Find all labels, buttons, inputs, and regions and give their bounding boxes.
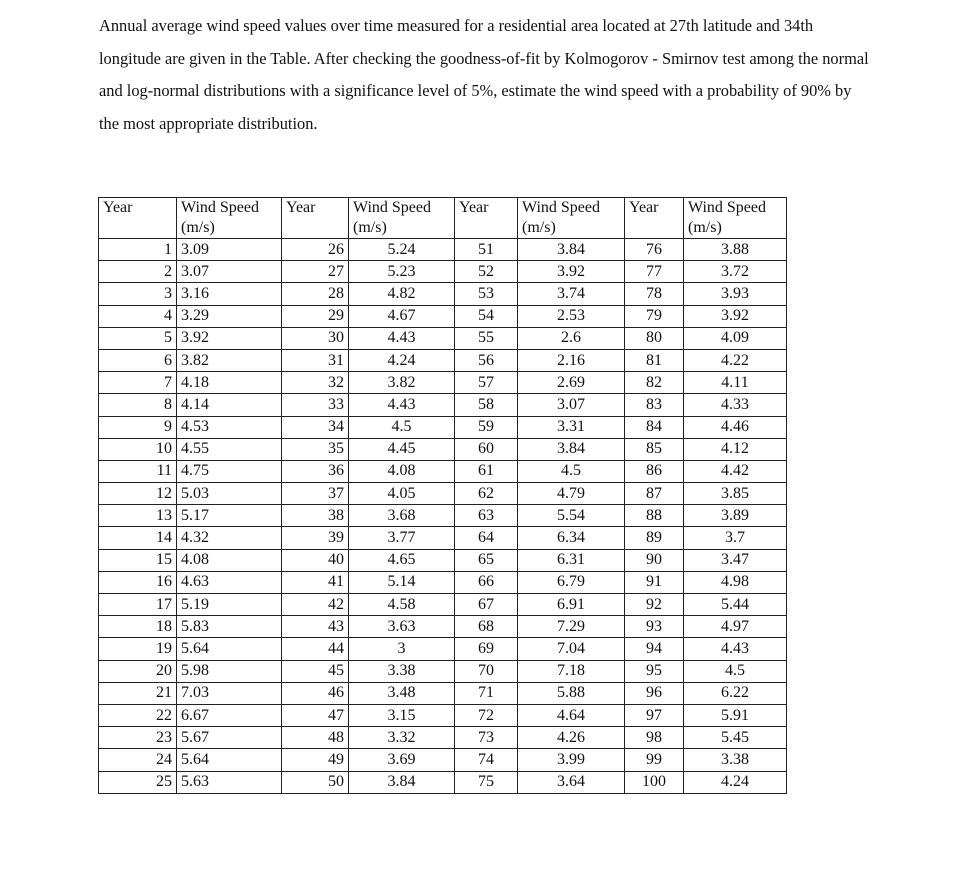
year-cell: 66	[455, 571, 518, 593]
year-cell: 20	[99, 660, 177, 682]
table-row	[99, 349, 787, 371]
wind-speed-cell: 3.63	[349, 616, 455, 638]
wind-speed-cell: 4.14	[177, 394, 282, 416]
wind-speed-cell: 4.97	[684, 616, 787, 638]
year-cell: 79	[625, 305, 684, 327]
year-cell: 75	[455, 771, 518, 793]
year-cell: 21	[99, 682, 177, 704]
year-cell: 47	[282, 704, 349, 726]
year-cell: 37	[282, 483, 349, 505]
table-row	[99, 283, 787, 305]
table-row	[99, 460, 787, 482]
year-cell: 81	[625, 349, 684, 371]
wind-speed-cell: 3.16	[177, 283, 282, 305]
year-cell: 98	[625, 727, 684, 749]
year-cell: 8	[99, 394, 177, 416]
year-cell: 95	[625, 660, 684, 682]
wind-speed-cell: 4.33	[684, 394, 787, 416]
year-cell: 35	[282, 438, 349, 460]
year-cell: 82	[625, 372, 684, 394]
table-row	[99, 660, 787, 682]
year-cell: 89	[625, 527, 684, 549]
wind-speed-cell: 4.43	[349, 327, 455, 349]
year-cell: 28	[282, 283, 349, 305]
year-cell: 16	[99, 571, 177, 593]
wind-speed-cell: 3.84	[518, 239, 625, 261]
wind-speed-cell: 3.48	[349, 682, 455, 704]
year-cell: 40	[282, 549, 349, 571]
year-cell: 55	[455, 327, 518, 349]
year-cell: 90	[625, 549, 684, 571]
year-header: Year	[282, 198, 349, 239]
wind-speed-cell: 4.67	[349, 305, 455, 327]
wind-speed-cell: 4.26	[518, 727, 625, 749]
year-cell: 74	[455, 749, 518, 771]
table-row	[99, 327, 787, 349]
table-row	[99, 749, 787, 771]
year-cell: 58	[455, 394, 518, 416]
problem-statement: Annual average wind speed values over time measured for a residential area located at 27th latitude and 34th longitude are given in the Table. After checking the goodness-of-fit by Kolmogorov - Smirnov test among the normal and log-normal distributions with a significance level of 5%, estimate the wind speed with a probability of 90% by the most appropriate distribution.	[99, 16, 869, 133]
year-cell: 18	[99, 616, 177, 638]
year-cell: 52	[455, 261, 518, 283]
year-cell: 30	[282, 327, 349, 349]
year-cell: 2	[99, 261, 177, 283]
year-cell: 41	[282, 571, 349, 593]
wind-speed-cell: 5.98	[177, 660, 282, 682]
year-cell: 86	[625, 460, 684, 482]
wind-speed-cell: 4.43	[349, 394, 455, 416]
wind-speed-cell: 3.84	[518, 438, 625, 460]
wind-speed-cell: 4.58	[349, 594, 455, 616]
year-cell: 65	[455, 549, 518, 571]
wind-speed-cell: 5.24	[349, 239, 455, 261]
wind-speed-cell: 4.05	[349, 483, 455, 505]
wind-speed-cell: 5.88	[518, 682, 625, 704]
table-row	[99, 483, 787, 505]
wind-speed-cell: 2.6	[518, 327, 625, 349]
year-cell: 26	[282, 239, 349, 261]
wind-speed-cell: 5.63	[177, 771, 282, 793]
year-cell: 44	[282, 638, 349, 660]
wind-speed-cell: 5.83	[177, 616, 282, 638]
wind-speed-cell: 3.77	[349, 527, 455, 549]
table-row	[99, 771, 787, 793]
wind-speed-cell: 3.32	[349, 727, 455, 749]
wind-speed-header: Wind Speed (m/s)	[349, 198, 455, 239]
year-cell: 13	[99, 505, 177, 527]
year-cell: 83	[625, 394, 684, 416]
year-cell: 38	[282, 505, 349, 527]
year-cell: 76	[625, 239, 684, 261]
year-cell: 53	[455, 283, 518, 305]
year-cell: 51	[455, 239, 518, 261]
year-cell: 48	[282, 727, 349, 749]
year-cell: 99	[625, 749, 684, 771]
wind-speed-header: Wind Speed (m/s)	[177, 198, 282, 239]
table-row	[99, 549, 787, 571]
wind-speed-cell: 3.92	[684, 305, 787, 327]
wind-speed-cell: 3.68	[349, 505, 455, 527]
table-row	[99, 394, 787, 416]
table-header-row	[99, 198, 787, 239]
year-cell: 17	[99, 594, 177, 616]
year-cell: 33	[282, 394, 349, 416]
wind-speed-cell: 5.03	[177, 483, 282, 505]
wind-speed-cell: 3.07	[177, 261, 282, 283]
year-cell: 7	[99, 372, 177, 394]
year-cell: 54	[455, 305, 518, 327]
wind-speed-cell: 4.55	[177, 438, 282, 460]
year-cell: 63	[455, 505, 518, 527]
year-cell: 49	[282, 749, 349, 771]
year-cell: 69	[455, 638, 518, 660]
wind-speed-cell: 4.5	[684, 660, 787, 682]
table-row	[99, 305, 787, 327]
year-header: Year	[625, 198, 684, 239]
year-cell: 64	[455, 527, 518, 549]
wind-speed-cell: 6.91	[518, 594, 625, 616]
year-cell: 42	[282, 594, 349, 616]
year-cell: 88	[625, 505, 684, 527]
year-cell: 85	[625, 438, 684, 460]
year-cell: 92	[625, 594, 684, 616]
wind-speed-cell: 4.12	[684, 438, 787, 460]
year-cell: 5	[99, 327, 177, 349]
wind-speed-cell: 4.32	[177, 527, 282, 549]
year-cell: 72	[455, 704, 518, 726]
table-row	[99, 571, 787, 593]
year-cell: 6	[99, 349, 177, 371]
wind-speed-cell: 7.29	[518, 616, 625, 638]
wind-speed-cell: 4.65	[349, 549, 455, 571]
year-cell: 15	[99, 549, 177, 571]
wind-speed-cell: 3.07	[518, 394, 625, 416]
year-cell: 1	[99, 239, 177, 261]
wind-speed-cell: 4.98	[684, 571, 787, 593]
table-row	[99, 505, 787, 527]
wind-speed-cell: 3.64	[518, 771, 625, 793]
wind-speed-cell: 4.45	[349, 438, 455, 460]
wind-speed-cell: 6.67	[177, 704, 282, 726]
wind-speed-cell: 3.15	[349, 704, 455, 726]
year-cell: 12	[99, 483, 177, 505]
wind-speed-table	[98, 197, 787, 794]
year-cell: 97	[625, 704, 684, 726]
wind-speed-cell: 3.82	[349, 372, 455, 394]
wind-speed-cell: 3.69	[349, 749, 455, 771]
year-cell: 14	[99, 527, 177, 549]
table-row	[99, 527, 787, 549]
wind-speed-cell: 2.69	[518, 372, 625, 394]
wind-speed-cell: 4.24	[684, 771, 787, 793]
year-cell: 94	[625, 638, 684, 660]
wind-speed-cell: 3.38	[684, 749, 787, 771]
wind-speed-cell: 5.17	[177, 505, 282, 527]
wind-speed-cell: 4.46	[684, 416, 787, 438]
wind-speed-cell: 5.14	[349, 571, 455, 593]
year-cell: 50	[282, 771, 349, 793]
wind-speed-cell: 4.09	[684, 327, 787, 349]
wind-speed-cell: 4.24	[349, 349, 455, 371]
year-cell: 93	[625, 616, 684, 638]
year-cell: 29	[282, 305, 349, 327]
wind-speed-cell: 3.82	[177, 349, 282, 371]
wind-speed-cell: 5.45	[684, 727, 787, 749]
wind-speed-cell: 4.63	[177, 571, 282, 593]
year-cell: 3	[99, 283, 177, 305]
year-cell: 84	[625, 416, 684, 438]
table-row	[99, 727, 787, 749]
year-cell: 19	[99, 638, 177, 660]
year-cell: 27	[282, 261, 349, 283]
table-row	[99, 416, 787, 438]
year-cell: 78	[625, 283, 684, 305]
wind-speed-cell: 3.72	[684, 261, 787, 283]
year-cell: 43	[282, 616, 349, 638]
wind-speed-cell: 6.34	[518, 527, 625, 549]
wind-speed-cell: 3.92	[177, 327, 282, 349]
wind-speed-header: Wind Speed (m/s)	[518, 198, 625, 239]
year-cell: 24	[99, 749, 177, 771]
year-cell: 10	[99, 438, 177, 460]
year-cell: 46	[282, 682, 349, 704]
wind-speed-cell: 7.04	[518, 638, 625, 660]
table-row	[99, 261, 787, 283]
year-cell: 22	[99, 704, 177, 726]
year-cell: 71	[455, 682, 518, 704]
year-cell: 96	[625, 682, 684, 704]
table-row	[99, 372, 787, 394]
year-cell: 11	[99, 460, 177, 482]
year-cell: 59	[455, 416, 518, 438]
year-cell: 45	[282, 660, 349, 682]
table-row	[99, 616, 787, 638]
wind-speed-cell: 3.92	[518, 261, 625, 283]
year-cell: 39	[282, 527, 349, 549]
wind-speed-cell: 4.08	[349, 460, 455, 482]
year-cell: 23	[99, 727, 177, 749]
wind-speed-cell: 4.22	[684, 349, 787, 371]
wind-speed-cell: 4.11	[684, 372, 787, 394]
wind-speed-cell: 4.82	[349, 283, 455, 305]
year-cell: 60	[455, 438, 518, 460]
year-cell: 32	[282, 372, 349, 394]
wind-speed-cell: 4.08	[177, 549, 282, 571]
wind-speed-cell: 5.67	[177, 727, 282, 749]
year-cell: 57	[455, 372, 518, 394]
wind-speed-cell: 4.43	[684, 638, 787, 660]
table-row	[99, 438, 787, 460]
wind-speed-cell: 6.22	[684, 682, 787, 704]
wind-speed-cell: 4.5	[518, 460, 625, 482]
year-cell: 9	[99, 416, 177, 438]
year-header: Year	[455, 198, 518, 239]
wind-speed-cell: 6.79	[518, 571, 625, 593]
wind-speed-cell: 5.44	[684, 594, 787, 616]
table-row	[99, 704, 787, 726]
wind-speed-cell: 4.42	[684, 460, 787, 482]
wind-speed-cell: 4.53	[177, 416, 282, 438]
wind-speed-cell: 5.23	[349, 261, 455, 283]
wind-speed-header: Wind Speed (m/s)	[684, 198, 787, 239]
year-cell: 62	[455, 483, 518, 505]
wind-speed-cell: 3.7	[684, 527, 787, 549]
table-row	[99, 594, 787, 616]
year-cell: 25	[99, 771, 177, 793]
wind-speed-cell: 4.18	[177, 372, 282, 394]
wind-speed-cell: 3.85	[684, 483, 787, 505]
wind-speed-cell: 3.47	[684, 549, 787, 571]
year-cell: 80	[625, 327, 684, 349]
wind-speed-cell: 6.31	[518, 549, 625, 571]
wind-speed-cell: 7.18	[518, 660, 625, 682]
year-cell: 91	[625, 571, 684, 593]
wind-speed-cell: 5.91	[684, 704, 787, 726]
year-cell: 31	[282, 349, 349, 371]
wind-speed-cell: 5.19	[177, 594, 282, 616]
year-cell: 4	[99, 305, 177, 327]
wind-speed-cell: 7.03	[177, 682, 282, 704]
year-cell: 36	[282, 460, 349, 482]
wind-speed-cell: 3.29	[177, 305, 282, 327]
wind-speed-cell: 3.89	[684, 505, 787, 527]
wind-speed-cell: 3	[349, 638, 455, 660]
wind-speed-cell: 3.99	[518, 749, 625, 771]
wind-speed-cell: 2.53	[518, 305, 625, 327]
wind-speed-cell: 3.84	[349, 771, 455, 793]
wind-speed-cell: 5.64	[177, 638, 282, 660]
table-body	[99, 239, 787, 794]
wind-speed-cell: 3.74	[518, 283, 625, 305]
wind-speed-cell: 4.75	[177, 460, 282, 482]
wind-speed-cell: 4.64	[518, 704, 625, 726]
table-row	[99, 239, 787, 261]
year-cell: 68	[455, 616, 518, 638]
year-cell: 34	[282, 416, 349, 438]
year-cell: 77	[625, 261, 684, 283]
wind-speed-cell: 3.09	[177, 239, 282, 261]
wind-speed-cell: 2.16	[518, 349, 625, 371]
year-cell: 100	[625, 771, 684, 793]
wind-speed-cell: 4.5	[349, 416, 455, 438]
wind-speed-cell: 3.93	[684, 283, 787, 305]
wind-speed-cell: 3.31	[518, 416, 625, 438]
year-cell: 87	[625, 483, 684, 505]
year-cell: 56	[455, 349, 518, 371]
table-row	[99, 638, 787, 660]
year-cell: 70	[455, 660, 518, 682]
year-cell: 73	[455, 727, 518, 749]
wind-speed-cell: 4.79	[518, 483, 625, 505]
wind-speed-cell: 3.88	[684, 239, 787, 261]
year-cell: 67	[455, 594, 518, 616]
year-cell: 61	[455, 460, 518, 482]
table-row	[99, 682, 787, 704]
year-header: Year	[99, 198, 177, 239]
wind-speed-cell: 3.38	[349, 660, 455, 682]
wind-speed-cell: 5.54	[518, 505, 625, 527]
wind-speed-cell: 5.64	[177, 749, 282, 771]
